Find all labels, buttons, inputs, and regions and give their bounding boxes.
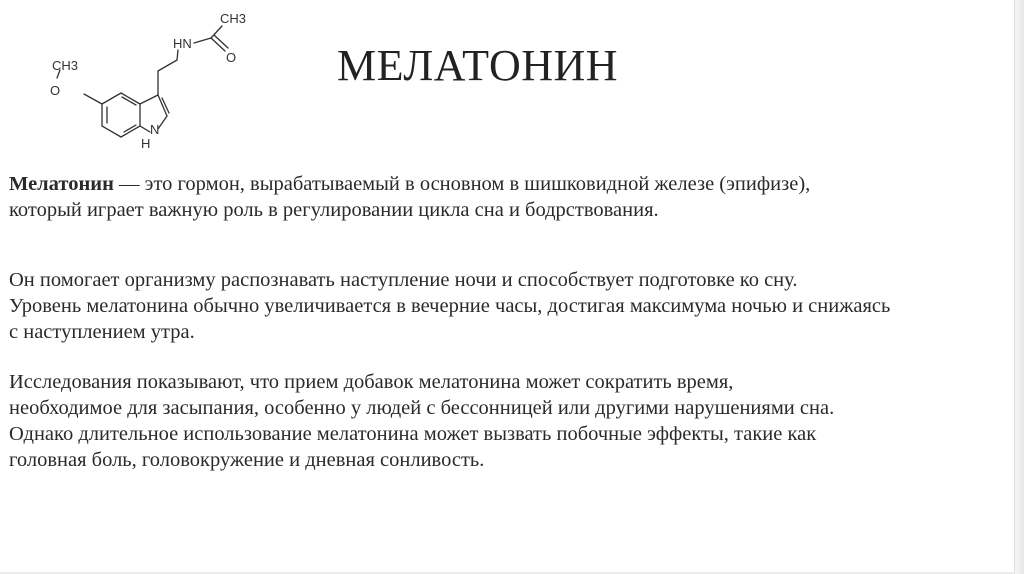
bond [140, 126, 150, 132]
bond [158, 60, 177, 71]
paragraph-line: Уровень мелатонина обычно увеличивается в вечерние часы, достигая максимума ночью и снижаясь [9, 295, 891, 317]
defined-term: Мелатонин [9, 173, 114, 195]
indole-hydrogen-label: H [141, 136, 151, 151]
double-bond-inner [124, 125, 136, 132]
research-paragraph [9, 369, 1014, 473]
paragraph-line: Однако длительное использование мелатонина может вызвать побочные эффекты, такие как [9, 423, 817, 445]
double-bond-inner [214, 35, 228, 48]
amide-nh-label: HN [173, 36, 192, 51]
bond [102, 126, 121, 137]
bond [211, 38, 225, 51]
bond [194, 38, 211, 43]
paragraph-line: Он помогает организму распознавать наступление ночи и способствует подготовке ко сну. [9, 269, 798, 291]
structural-formula [30, 6, 270, 156]
bond [140, 95, 158, 104]
bond [84, 94, 102, 104]
indole-nitrogen-label: N [150, 122, 160, 137]
paragraph-line: который играет важную роль в регулировании цикла сна и бодрствования. [9, 199, 659, 221]
bond [102, 93, 121, 104]
paragraph-line: Исследования показывают, что прием добавок мелатонина может сократить время, [9, 371, 734, 393]
bond [177, 50, 178, 60]
intro-paragraph [9, 171, 1014, 223]
definition-text: — это гормон, вырабатываемый в основном в шишковидной железе (эпифизе), [113, 173, 811, 195]
slide-edge-shadow [1014, 0, 1024, 574]
methoxy-oxygen-label: O [50, 83, 61, 98]
bond [211, 26, 222, 38]
paragraph-line: с наступлением утра. [9, 321, 195, 343]
slide-title: МЕЛАТОНИН [337, 41, 619, 90]
methyl-group-label: CH3 [220, 11, 247, 26]
paragraph-line [9, 171, 1014, 197]
slide-body-text [9, 171, 1014, 473]
melatonin-structure-diagram [30, 6, 270, 156]
methoxy-methyl-label: CH3 [52, 58, 79, 73]
paragraph-line: головная боль, головокружение и дневная сонливость. [9, 449, 485, 471]
carbonyl-oxygen-label: O [226, 50, 237, 65]
paragraph-line: необходимое для засыпания, особенно у людей с бессонницей или другими нарушениями сна. [9, 397, 835, 419]
function-paragraph [9, 267, 1014, 345]
